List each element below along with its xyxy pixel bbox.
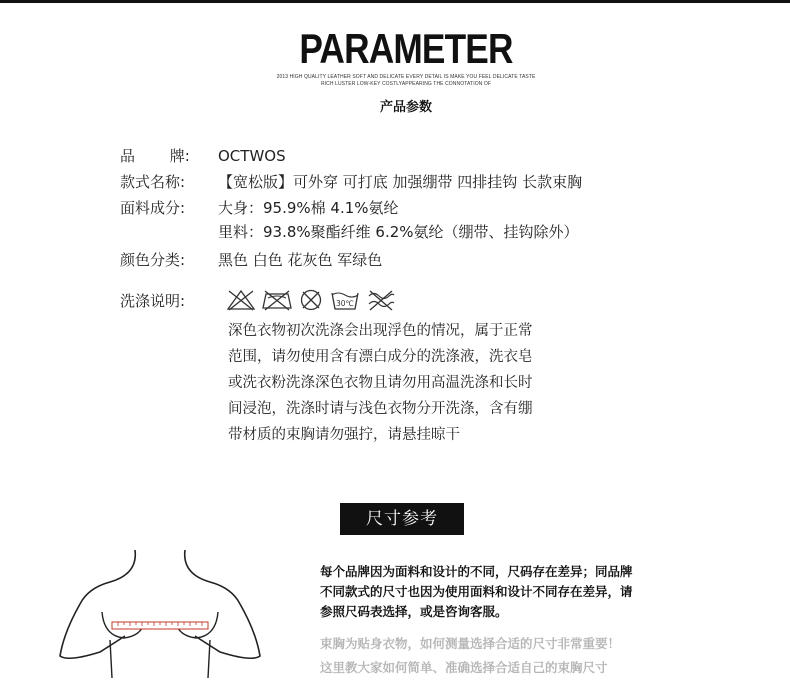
- title-subline-1: 2013 HIGH QUALITY LEATHER SOFT AND DELICATE EVERY DETAIL IS MAKE YOU FEEL DELICATE TASTE: [276, 74, 536, 80]
- measure-tip-line: 束胸为贴身衣物，如何测量选择合适的尺寸非常重要！: [320, 636, 621, 651]
- measure-tip: [320, 632, 620, 680]
- no-dry-clean-icon: [298, 288, 324, 312]
- fabric-label: 面料成分:: [120, 199, 186, 217]
- washing-instructions: [228, 318, 608, 448]
- size-note: [320, 562, 633, 622]
- style-value: 【宽松版】可外穿 可打底 加强绷带 四排挂钩 长款束胸: [218, 173, 583, 191]
- section-subtitle: 产品参数: [379, 100, 432, 115]
- wash-temp-label: 30℃: [336, 299, 354, 308]
- size-reference-banner: 尺寸参考: [340, 503, 464, 535]
- wash-icons: [226, 288, 396, 314]
- size-note-line: 参照尺码表选择，或是咨询客服。: [320, 604, 508, 619]
- washing-line: 范围，请勿使用含有漂白成分的洗涤液，洗衣皂: [228, 349, 533, 365]
- top-rule: [0, 0, 790, 3]
- washing-line: 深色衣物初次洗涤会出现浮色的情况，属于正常: [228, 323, 533, 339]
- chest-measurement-illustration: [40, 540, 280, 678]
- washing-label: 洗涤说明:: [120, 292, 186, 310]
- color-value: 黑色 白色 花灰色 军绿色: [218, 251, 383, 269]
- washing-line: 带材质的束胸请勿强拧，请悬挂晾干: [228, 427, 460, 443]
- no-tumble-dry-icon: [262, 288, 292, 312]
- brand-label: 品 牌:: [120, 147, 190, 165]
- title-subline-2: RICH LUSTER LOW-KEY COSTLYAPPEARING THE CONNOTATION OF: [320, 81, 492, 87]
- wash-30c-icon: [330, 288, 360, 312]
- no-bleach-icon: [226, 288, 256, 312]
- measure-tip-line: 这里教大家如何简单、准确选择合适自己的束胸尺寸: [320, 660, 608, 675]
- no-wring-icon: [366, 288, 396, 312]
- style-label: 款式名称:: [120, 173, 186, 191]
- brand-value: OCTWOS: [218, 147, 286, 165]
- washing-line: 间浸泡，洗涤时请与浅色衣物分开洗涤，含有绷: [228, 401, 533, 417]
- page-title: PARAMETER: [299, 25, 513, 72]
- fabric-outer: 大身：95.9%棉 4.1%氨纶: [218, 199, 399, 217]
- size-note-line: 每个品牌因为面料和设计的不同，尺码存在差异；同品牌: [320, 564, 633, 579]
- color-label: 颜色分类:: [120, 251, 186, 269]
- washing-line: 或洗衣粉洗涤深色衣物且请勿用高温洗涤和长时: [228, 375, 533, 391]
- fabric-lining: 里料：93.8%聚酯纤维 6.2%氨纶（绷带、挂钩除外）: [218, 223, 579, 241]
- size-note-line: 不同款式的尺寸也因为使用面料和设计不同存在差异，请: [320, 584, 633, 599]
